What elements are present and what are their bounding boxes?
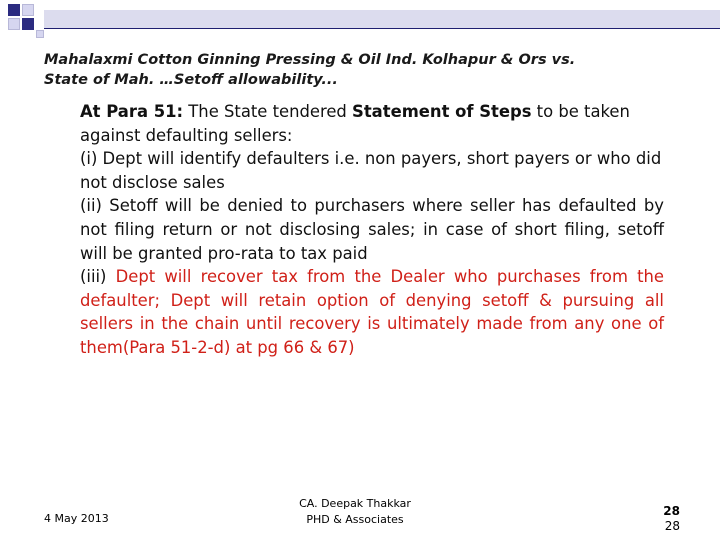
slide-body xyxy=(80,100,664,360)
intro-text-a: The State tendered xyxy=(183,102,353,121)
page-number: 28 xyxy=(663,504,680,518)
slide-title xyxy=(44,50,684,90)
header-band xyxy=(44,10,720,28)
item-3 xyxy=(80,265,664,359)
footer-author-name: CA. Deepak Thakkar xyxy=(299,497,411,510)
intro-text-c: to be taken against defaulting sellers: xyxy=(80,102,630,145)
page-number-repeat: 28 xyxy=(664,519,680,533)
item-3-label: (iii) xyxy=(80,267,107,287)
slide-title-line-2: State of Mah. …Setoff allowability... xyxy=(44,72,338,88)
footer-author-firm: PHD & Associates xyxy=(306,513,404,526)
para-label: At Para 51: xyxy=(80,102,184,121)
item-3-text: Dept will recover tax from the Dealer who purchases from the defaulter; Dept will retain option of denying setoff & pursuing all sellers in the chain until recovery is ultimately made from any one of them(Para 51-2-d) at pg 66 & 67) xyxy=(80,267,664,357)
item-2: (ii) Setoff will be denied to purchasers where seller has defaulted by not filing return or not disclosing sales; in case of short filing, setoff will be granted pro-rata to tax paid xyxy=(80,196,664,263)
slide-title-line-1: Mahalaxmi Cotton Ginning Pressing & Oil Ind. Kolhapur & Ors vs. xyxy=(44,52,576,68)
header-rule xyxy=(44,28,720,29)
decor-square-dark xyxy=(8,4,20,16)
decor-square xyxy=(8,18,20,30)
statement-of-steps: Statement of Steps xyxy=(352,102,532,121)
item-1: (i) Dept will identify defaulters i.e. non payers, short payers or who did not disclose sales xyxy=(80,149,662,192)
decor-square xyxy=(36,30,44,38)
decor-square-dark xyxy=(22,18,34,30)
decor-square xyxy=(22,4,34,16)
intro-paragraph xyxy=(80,100,664,147)
footer-date: 4 May 2013 xyxy=(44,512,109,525)
footer-author xyxy=(270,496,440,528)
